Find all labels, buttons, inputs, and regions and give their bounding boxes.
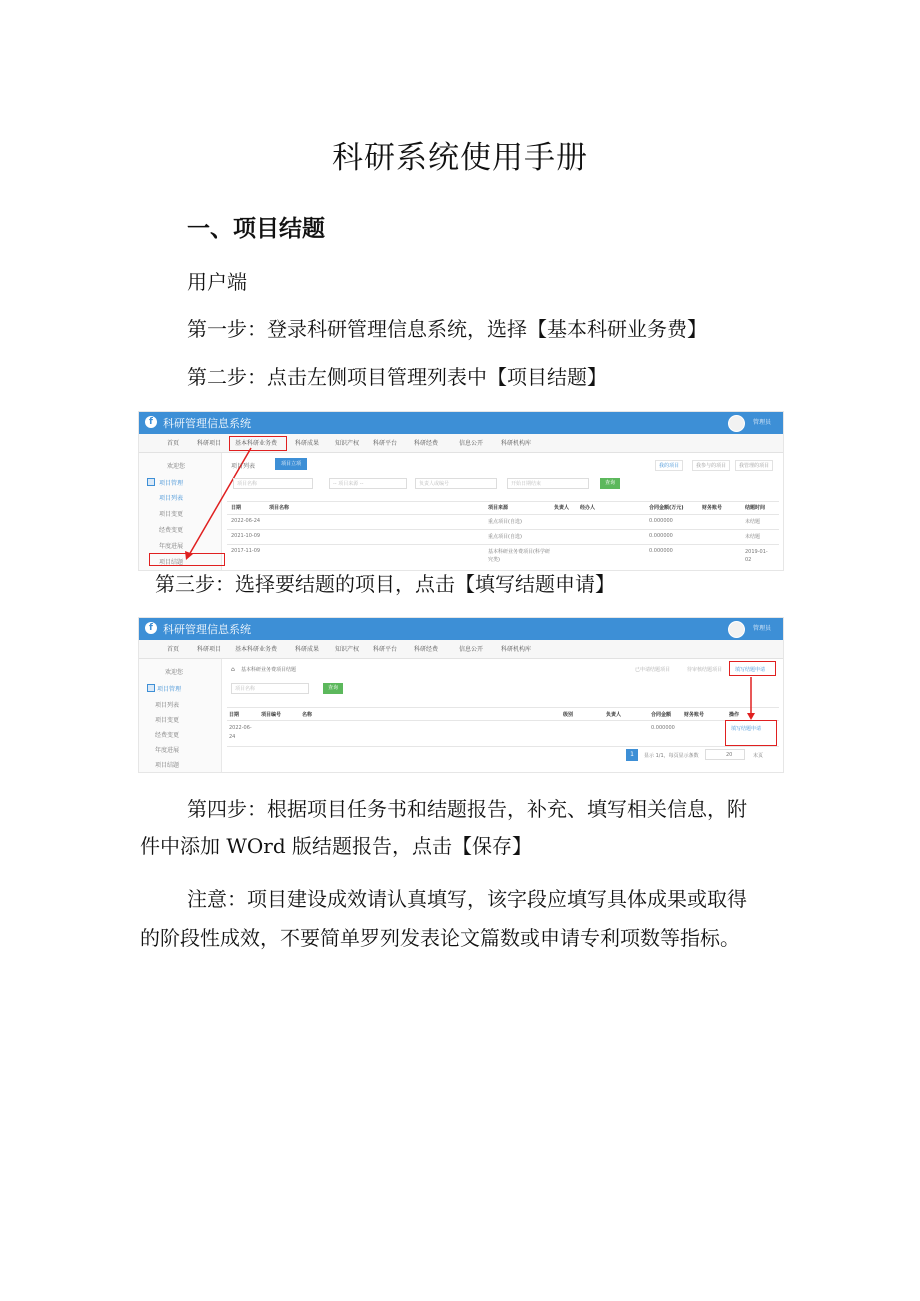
pointer-arrow: [139, 412, 783, 570]
menu-institutions[interactable]: 科研机构库: [501, 440, 532, 447]
app-title: 科研管理信息系统: [163, 623, 251, 636]
column-header-leader: 负责人: [606, 712, 622, 718]
user-name[interactable]: 管理员: [752, 625, 771, 632]
table-row[interactable]: 2022-06-24: [231, 518, 261, 524]
menu-achievements[interactable]: 科研成果: [295, 646, 320, 653]
column-header-amount: 合同金额(万元): [649, 505, 684, 511]
paragraph-user-side: 用户端: [187, 270, 247, 294]
menu-ip[interactable]: 知识产权: [335, 440, 360, 447]
project-source-select[interactable]: -- 项目来源 --: [329, 478, 407, 489]
sidebar-item-project-change[interactable]: 项目变更: [155, 717, 180, 724]
table-row[interactable]: 2021-10-09: [231, 533, 261, 539]
column-header-source: 项目来源: [488, 505, 509, 511]
column-header-code: 项目编号: [261, 712, 282, 718]
column-header-level: 级别: [563, 712, 574, 718]
table-row[interactable]: 2017-11-09: [231, 548, 261, 554]
pagination-page-1[interactable]: 1: [626, 749, 638, 761]
sidebar-item-fund-change[interactable]: 经费变更: [155, 732, 180, 739]
sidebar-item-project-closure[interactable]: 项目结题: [155, 762, 180, 769]
sidebar-item-project-management[interactable]: 项目管理: [157, 686, 182, 693]
column-header-account: 财务账号: [702, 505, 723, 511]
home-icon: ⌂: [231, 666, 235, 673]
screenshot-closure-list: f 科研管理信息系统 管理员 首页 科研项目 基本科研业务费 科研成果 知识产权 科研平台 科研经费 信息公开 科研机构库 欢迎您 项目管理 项目列表 项目变更 经费变更 年度进展 项目结题 ⌂ 基本科研业务费项目结题 已申请结题项目 待审核结题项目 填写结题申请 项目名称 查询 日期 项目编号 名称 级别 负责人 合同金额 财务账号 操作 2022-06- 24 0.000000 填写结题申请 1 显示 1/1，每页显示条数 20 末页: [138, 617, 784, 773]
paragraph-step4-line2: 件中添加 WOrd 版结题报告，点击【保存】: [140, 834, 533, 858]
app-title: 科研管理信息系统: [163, 417, 251, 430]
sidebar-item-project-list[interactable]: 项目列表: [155, 702, 180, 709]
search-project-name-input[interactable]: 项目名称: [233, 478, 313, 489]
screenshot-project-list: f 科研管理信息系统 管理员 首页 科研项目 基本科研业务费 科研成果 知识产权 科研平台 科研经费 信息公开 科研机构库 欢迎您 项目管理 项目列表 项目变更 经费变更 年度进展 项目结题 项目列表 项目立项 我的项目 我参与的项目 我管理的项目 项目名称 -- 项目来源 -- 负责人或编号 开始日期结束 查询 日期 项目名称 项目来源 负责人 经办人 合同金额(万元) 财务账号 结题时间 2022-06-24 重点项目(自选) 0.000000 未结题 2021-10-09 重点项目(自选) 0.000000 未结题 2017-11-09 基本科研业务费项目(科学研究类) 0.000000 2019-01-02: [138, 411, 784, 571]
column-header-action: 操作: [729, 712, 740, 718]
menu-basic-research-fund[interactable]: 基本科研业务费: [235, 440, 278, 447]
fill-closure-application-link[interactable]: 填写结题申请: [731, 726, 762, 732]
sidebar-item-project-list[interactable]: 项目列表: [159, 495, 184, 502]
menu-ip[interactable]: 知识产权: [335, 646, 360, 653]
app-logo-icon: f: [145, 416, 157, 428]
menu-platform[interactable]: 科研平台: [373, 646, 398, 653]
menu-platform[interactable]: 科研平台: [373, 440, 398, 447]
pagination-info: 显示 1/1，每页显示条数: [644, 753, 699, 759]
menu-disclosure[interactable]: 信息公开: [459, 646, 484, 653]
paragraph-step2: 第二步：点击左侧项目管理列表中【项目结题】: [187, 365, 607, 389]
tab-project-list[interactable]: 项目列表: [231, 463, 256, 470]
breadcrumb: 基本科研业务费项目结题: [241, 667, 297, 673]
column-header-date: 日期: [231, 505, 242, 511]
menu-basic-research-fund[interactable]: 基本科研业务费: [235, 646, 278, 653]
date-range-input[interactable]: 开始日期结束: [507, 478, 589, 489]
paragraph-step3: 第三步：选择要结题的项目，点击【填写结题申请】: [155, 572, 615, 596]
column-header-amount: 合同金额: [651, 712, 672, 718]
sidebar-item-project-change[interactable]: 项目变更: [159, 511, 184, 518]
column-header-date: 日期: [229, 712, 240, 718]
sidebar-item-project-management[interactable]: 项目管理: [159, 480, 184, 487]
column-header-name: 名称: [302, 712, 313, 718]
search-project-name-input[interactable]: 项目名称: [231, 683, 309, 694]
menu-home[interactable]: 首页: [167, 646, 180, 653]
table-row[interactable]: 2022-06-: [229, 725, 252, 731]
menu-funds[interactable]: 科研经费: [414, 646, 439, 653]
menu-institutions[interactable]: 科研机构库: [501, 646, 532, 653]
column-header-closure-time: 结题时间: [745, 505, 766, 511]
menu-home[interactable]: 首页: [167, 440, 180, 447]
sidebar-item-fund-change[interactable]: 经费变更: [159, 527, 184, 534]
fill-closure-application-top-button[interactable]: 填写结题申请: [735, 667, 766, 673]
user-name[interactable]: 管理员: [752, 419, 771, 426]
menu-projects[interactable]: 科研项目: [197, 646, 222, 653]
sidebar-item-project-closure[interactable]: 项目结题: [159, 559, 184, 566]
tab-project-approval[interactable]: 项目立项: [275, 458, 307, 470]
menu-achievements[interactable]: 科研成果: [295, 440, 320, 447]
app-logo-icon: f: [145, 622, 157, 634]
column-header-account: 财务账号: [684, 712, 705, 718]
section-heading: 一、项目结题: [187, 216, 325, 242]
search-button[interactable]: 查询: [323, 683, 343, 694]
sidebar-item-annual-progress[interactable]: 年度进展: [155, 747, 180, 754]
menu-disclosure[interactable]: 信息公开: [459, 440, 484, 447]
column-header-name: 项目名称: [269, 505, 290, 511]
sidebar-item-annual-progress[interactable]: 年度进展: [159, 543, 184, 550]
tab-managed-projects[interactable]: 我管理的项目: [735, 460, 773, 471]
sidebar-welcome: 欢迎您: [165, 669, 184, 676]
column-header-leader: 负责人: [554, 505, 570, 511]
pointer-arrow: [139, 618, 783, 772]
paragraph-step4-line1: 第四步：根据项目任务书和结题报告，补充、填写相关信息，附: [187, 797, 747, 821]
column-header-handler: 经办人: [580, 505, 596, 511]
search-button[interactable]: 查询: [600, 478, 620, 489]
leader-input[interactable]: 负责人或编号: [415, 478, 497, 489]
tab-my-projects[interactable]: 我的项目: [655, 460, 683, 471]
menu-funds[interactable]: 科研经费: [414, 440, 439, 447]
paragraph-note-line1: 注意：项目建设成效请认真填写，该字段应填写具体成果或取得: [187, 887, 747, 911]
sidebar-welcome: 欢迎您: [167, 463, 186, 470]
document-title: 科研系统使用手册: [332, 140, 588, 176]
tab-participating-projects[interactable]: 我参与的项目: [692, 460, 730, 471]
page-size-select[interactable]: 20: [705, 749, 745, 760]
pending-closure-link[interactable]: 待审核结题项目: [687, 667, 723, 673]
paragraph-step1: 第一步：登录科研管理信息系统，选择【基本科研业务费】: [187, 317, 707, 341]
paragraph-note-line2: 的阶段性成效，不要简单罗列发表论文篇数或申请专利项数等指标。: [140, 926, 740, 950]
applied-closure-link[interactable]: 已申请结题项目: [635, 667, 671, 673]
menu-projects[interactable]: 科研项目: [197, 440, 222, 447]
pagination-last[interactable]: 末页: [753, 753, 764, 759]
